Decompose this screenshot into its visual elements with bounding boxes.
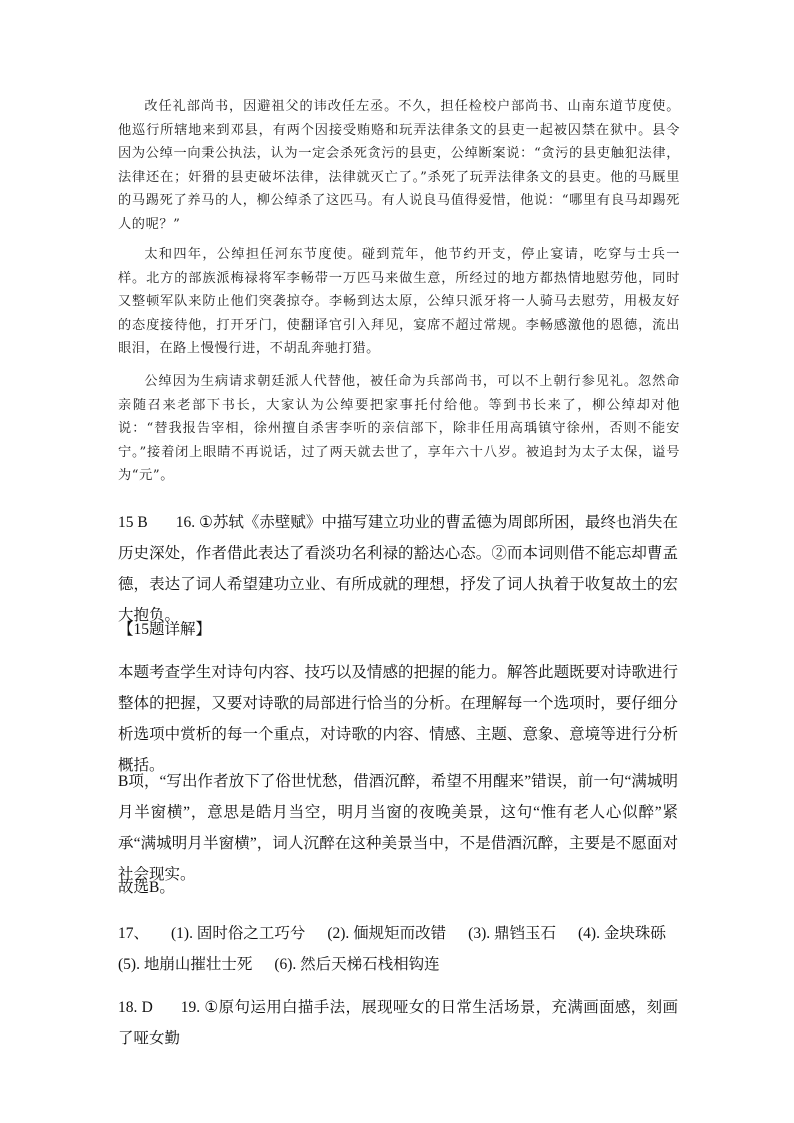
conclusion-text: 故选B。 <box>118 879 175 896</box>
translation-paragraph-2 <box>118 243 680 361</box>
q16-answer: 16. ①苏轼《赤壁赋》中描写建立功业的曹孟德为周郎所困，最终也消失在历史深处，作者借此表达了看淡功名利禄的豁达心态。②而本词则借不能忘却曹孟德，表达了词人希望建功立业、有所成就的理想，抒发了词人执着于收复故土的宏大抱负。 <box>118 514 678 624</box>
translation-text: 改任礼部尚书，因避祖父的讳改任左丞。不久，担任检校户部尚书、山南东道节度使。他巡行所辖地来到邓县，有两个因接受贿赂和玩弄法律条文的县吏一起被囚禁在狱中。县令因为公绰一向秉公执法，认为一定会杀死贪污的县吏，公绰断案说：“贪污的县吏触犯法律，法律还在；奸猾的县吏破坏法律，法律就灭亡了。”杀死了玩弄法律条文的县吏。他的马厩里的马踢死了养马的人，柳公绰杀了这匹马。有人说良马值得爱惜，他说：“哪里有良马却踢死人的呢？” <box>118 99 680 232</box>
q17-item-1: (1). 固时俗之工巧兮 <box>171 925 306 942</box>
q15-analysis <box>118 657 678 781</box>
q15-answer: 15 B <box>118 514 148 531</box>
answer-15-16 <box>118 507 678 631</box>
translation-text: 太和四年，公绰担任河东节度使。碰到荒年，他节约开支，停止宴请，吃穿与士兵一样。北方的部族派梅禄将军李畅带一万匹马来做生意，所经过的地方都热情地慰劳他，同时又整顿军队来防止他们突袭掠夺。李畅到达太原，公绰只派牙将一人骑马去慰劳，用极友好的态度接待他，打开牙门，使翻译官引入拜见，宴席不超过常规。李畅感激他的恩德，流出眼泪，在路上慢慢行进，不胡乱奔驰打猎。 <box>118 247 680 356</box>
q15-detail-heading <box>118 614 678 645</box>
analysis-text: 本题考查学生对诗句内容、技巧以及情感的把握的能力。解答此题既要对诗歌进行整体的把握，又要对诗歌的局部进行恰当的分析。在理解每一个选项时，要仔细分析选项中赏析的每一个重点，对诗歌的内容、情感、主题、意象、意境等进行分析概括。 <box>118 664 678 774</box>
q17-item-4: (4). 金块珠砾 <box>578 925 666 942</box>
q19-answer: 19. ①原句运用白描手法，展现哑女的日常生活场景，充满画面感，刻画了哑女勤 <box>118 999 678 1047</box>
section-heading: 【15题详解】 <box>118 621 212 638</box>
q17-item-3: (3). 鼎铛玉石 <box>468 925 556 942</box>
q15-conclusion <box>118 872 678 903</box>
translation-paragraph-3 <box>118 370 680 488</box>
option-b-text: B项，“写出作者放下了俗世忧愁，借酒沉醉，希望不用醒来”错误，前一句“满城明月半窗横”，意思是皓月当空，明月当窗的夜晚美景，这句“惟有老人心似醉”紧承“满城明月半窗横”，词人沉醉在这种美景当中，不是借酒沉醉，主要是不愿面对社会现实。 <box>118 773 678 883</box>
q18-answer: 18. D <box>118 999 153 1016</box>
q17-item-6: (6). 然后天梯石栈相钩连 <box>274 956 440 973</box>
answer-18-19 <box>118 992 678 1054</box>
translation-text: 公绰因为生病请求朝廷派人代替他，被任命为兵部尚书，可以不上朝行参见礼。忽然命亲随召来老部下书长，大家认为公绰要把家事托付给他。等到书长来了，柳公绰却对他说：“替我报告宰相，徐州擅自杀害李听的亲信部下，除非任用高瑀镇守徐州，否则不能安宁。”接着闭上眼睛不再说话，过了两天就去世了，享年六十八岁。被追封为太子太保，谥号为“元”。 <box>118 374 680 483</box>
q17-label: 17、 <box>118 925 150 942</box>
q17-item-2: (2). 偭规矩而改错 <box>327 925 447 942</box>
answer-17 <box>118 918 678 980</box>
q17-item-5: (5). 地崩山摧壮士死 <box>118 956 253 973</box>
translation-paragraph-1 <box>118 95 680 236</box>
